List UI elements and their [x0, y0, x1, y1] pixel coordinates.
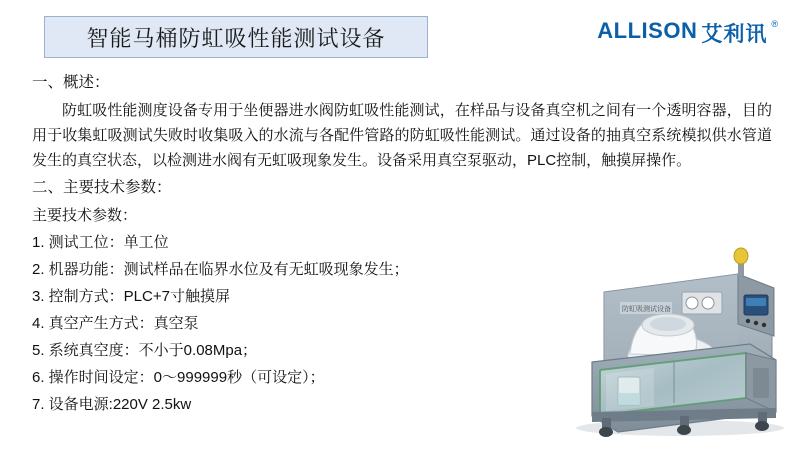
- brand-name-en: ALLISON: [597, 18, 698, 43]
- spec-list: [32, 229, 412, 418]
- list-item: 7. 设备电源:220V 2.5kw: [32, 396, 192, 413]
- list-item: 2. 机器功能：测试样品在临界水位及有无虹吸现象发生；: [32, 261, 409, 278]
- list-item: 6. 操作时间设定：0～999999秒（可设定）；: [32, 369, 325, 386]
- params-heading: 二、主要技术参数：: [32, 179, 172, 196]
- page-title: 智能马桶防虹吸性能测试设备: [86, 25, 386, 51]
- params-subheading: 主要技术参数：: [32, 207, 138, 224]
- svg-text:防虹吸测试设备: 防虹吸测试设备: [622, 306, 671, 313]
- brand-logo: [597, 18, 778, 48]
- equipment-photo: [562, 196, 790, 440]
- page-title-box: [44, 16, 428, 58]
- list-item: 5. 系统真空度：不小于0.08Mpa；: [32, 342, 258, 359]
- overview-heading: 一、概述：: [32, 74, 110, 91]
- brand-name-cn: 艾利讯: [701, 23, 768, 46]
- list-item: 1. 测试工位：单工位: [32, 234, 169, 251]
- list-item: 3. 控制方式：PLC+7寸触摸屏: [32, 288, 230, 305]
- overview-paragraph: 防虹吸性能测度设备专用于坐便器进水阀防虹吸性能测试，在样品与设备真空机之间有一个透明容器，目的用于收集虹吸测试失败时收集吸入的水流与各配件管路的防虹吸性能测试。通过设备的抽真空系统模拟供水管道发生的真空状态，以检测进水阀有无虹吸现象发生。设备采用真空泵驱动，PLC控制，触摸屏操作。: [32, 102, 772, 169]
- list-item: 4. 真空产生方式：真空泵: [32, 315, 199, 332]
- registered-trademark-icon: ®: [771, 19, 778, 29]
